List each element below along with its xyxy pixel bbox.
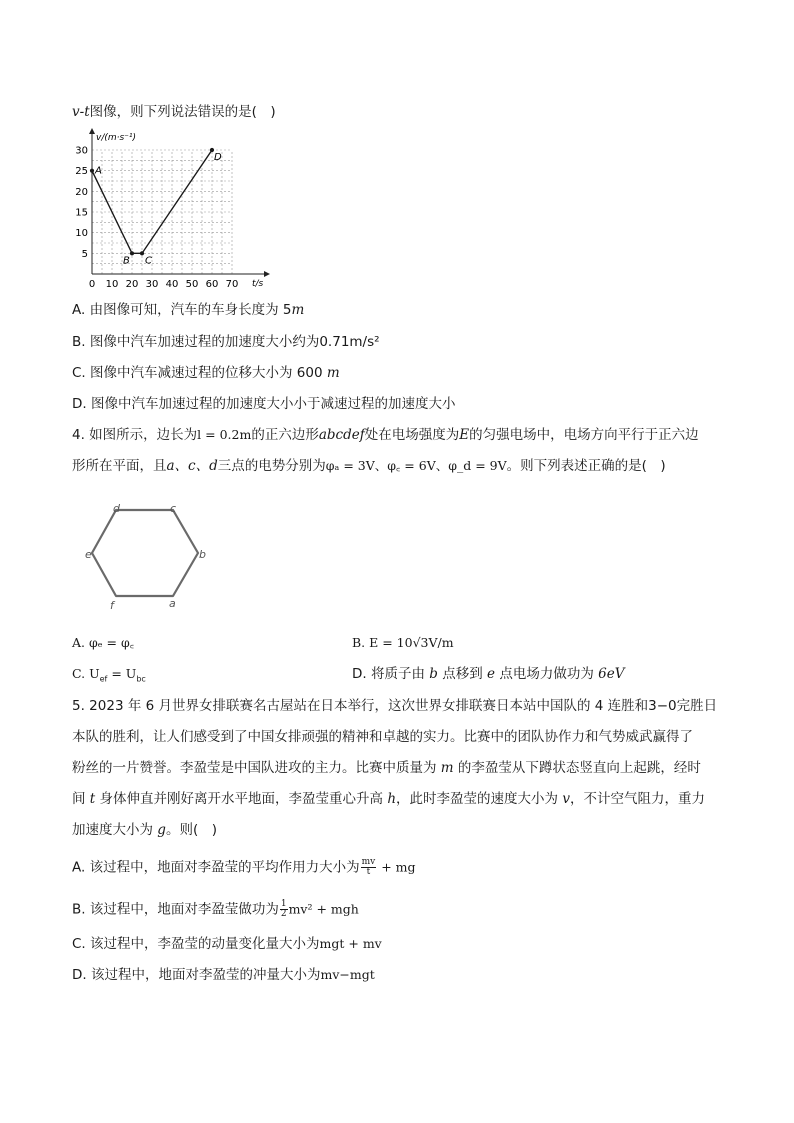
y-tick-label: 25 — [75, 166, 88, 178]
q4-stem-line2 — [72, 457, 666, 475]
q5-option-c — [72, 935, 382, 953]
graph-x-label: t/s — [252, 279, 264, 289]
data-point — [130, 251, 134, 255]
q4-text: 三点的电势分别为 — [217, 458, 326, 474]
q5-stem-line1: 5. 2023 年 6 月世界女排联赛名古屋站在日本举行，这次世界女排联赛日本站中国队的 4 连胜和3−0完胜日 — [72, 698, 718, 714]
x-tick-label: 0 — [88, 279, 96, 290]
q3-option-c-unit: m — [326, 365, 340, 381]
vt-graph — [72, 128, 272, 288]
fraction-denominator: t — [366, 867, 371, 877]
q4-field-symbol: E — [459, 427, 470, 443]
q4-option-d-text2: 点移到 — [437, 666, 488, 682]
q5-var-t: t — [89, 791, 96, 807]
q4-option-d-b: b — [429, 666, 438, 682]
x-tick-label: 50 — [185, 279, 199, 290]
data-point — [90, 169, 94, 173]
q4-option-d-e: e — [487, 666, 496, 682]
q5-option-d — [72, 966, 375, 984]
point-label: A — [95, 165, 102, 177]
q5-option-b-text: B. 该过程中，地面对李盈莹做功为 — [72, 901, 279, 918]
q5-var-m: m — [440, 760, 454, 776]
q4-hex-name: abcdef — [318, 427, 365, 443]
hex-label-f: f — [110, 599, 114, 612]
q4-option-b-sqrt: √3 — [412, 635, 429, 650]
fraction-numerator: mv — [361, 857, 376, 867]
y-tick-label: 20 — [75, 186, 88, 198]
x-tick-label: 40 — [165, 279, 179, 290]
q5-option-b-suffix: mv² + mgh — [288, 901, 359, 917]
q4-text: 4. 如图所示，边长为 — [72, 427, 198, 443]
graph-grid — [92, 150, 232, 274]
y-tick-label: 15 — [75, 207, 88, 219]
q4-text: 。则下列表述正确的是( ) — [506, 458, 666, 474]
x-tick-label: 20 — [125, 279, 139, 290]
q4-option-b-text: B. E = 10 — [352, 635, 413, 650]
x-tick-label: 30 — [145, 279, 159, 290]
q4-option-d — [352, 665, 624, 683]
q5-option-d-text: D. 该过程中，地面对李盈莹的冲量大小为 — [72, 967, 321, 983]
q4-option-c-mid: = U — [107, 666, 137, 681]
q3-stem-var: v-t — [72, 104, 90, 120]
q4-text: 的匀强电场中，电场方向平行于正六边 — [469, 427, 699, 443]
q3-option-c — [72, 364, 340, 382]
q5-stem-line2: 本队的胜利，让人们感受到了中国女排顽强的精神和卓越的实力。比赛中的团队协作力和气势威武赢得了 — [72, 729, 693, 745]
graph-point-labels — [94, 152, 222, 266]
q3-option-a — [72, 301, 304, 319]
q5-text: 加速度大小为 — [72, 822, 158, 838]
q4-option-b — [352, 634, 454, 652]
q4-text: 处在电场强度为 — [364, 427, 460, 443]
graph-axes — [89, 128, 270, 277]
q3-option-d: D. 图像中汽车加速过程的加速度大小小于减速过程的加速度大小 — [72, 396, 456, 412]
q5-text: 的李盈莹从下蹲状态竖直向上起跳，经时 — [453, 760, 701, 776]
graph-x-ticks — [89, 279, 239, 290]
q5-option-a-text: A. 该过程中，地面对李盈莹的平均作用力大小为 — [72, 859, 360, 876]
q4-option-c-sub2: bc — [136, 674, 146, 684]
q5-option-d-expr: mv−mgt — [320, 967, 375, 982]
q4-option-d-text: D. 将质子由 — [352, 666, 430, 682]
q5-stem-line3 — [72, 759, 701, 777]
y-tick-label: 30 — [75, 145, 88, 157]
q4-text: 的正六边形 — [251, 427, 319, 443]
q5-text: ，不计空气阻力，重力 — [569, 791, 705, 807]
q5-text: 间 — [72, 791, 90, 807]
graph-y-label: v/(m·s⁻¹) — [96, 133, 137, 143]
q5-option-b-fraction — [280, 900, 288, 919]
q3-option-a-text: A. 由图像可知，汽车的车身长度为 5 — [72, 302, 292, 318]
q5-stem-line5 — [72, 821, 217, 839]
q5-var-g: g — [157, 822, 166, 838]
q4-option-d-value: 6eV — [598, 666, 625, 682]
q3-option-b: B. 图像中汽车加速过程的加速度大小约为0.71m/s² — [72, 334, 380, 350]
q3-option-a-unit: m — [291, 302, 305, 318]
x-tick-label: 60 — [205, 279, 219, 290]
q5-text: 。则( ) — [165, 822, 217, 838]
hex-label-a: a — [169, 597, 176, 610]
q4-points: a、c、d — [166, 458, 218, 474]
y-tick-label: 5 — [81, 248, 88, 260]
q4-option-a-text: A. φₑ = φ꜀ — [72, 635, 135, 650]
fraction-denominator: 2 — [280, 909, 287, 919]
point-label: D — [214, 152, 222, 164]
x-tick-label: 10 — [105, 279, 119, 290]
y-tick-label: 10 — [75, 228, 88, 240]
graph-y-ticks — [75, 146, 88, 260]
q5-option-b — [72, 900, 359, 919]
q4-text: 形所在平面，且 — [72, 458, 167, 474]
q5-option-c-expr: mgt + mv — [319, 936, 382, 951]
x-tick-label: 70 — [225, 279, 239, 290]
q5-option-a-fraction — [361, 858, 377, 877]
q4-option-a — [72, 634, 134, 652]
q5-text: 粉丝的一片赞誉。李盈莹是中国队进攻的主力。比赛中质量为 — [72, 760, 441, 776]
point-label: B — [123, 255, 130, 267]
point-label: C — [145, 255, 152, 267]
hex-label-d: d — [113, 502, 120, 515]
q4-option-d-text3: 点电场力做功为 — [495, 666, 599, 682]
q4-option-c-sub1: ef — [99, 674, 108, 684]
q3-option-c-text: C. 图像中汽车减速过程的位移大小为 600 — [72, 365, 327, 381]
q5-text: ，此时李盈莹的速度大小为 — [396, 791, 563, 807]
fraction-numerator: 1 — [280, 899, 287, 909]
hex-label-b: b — [199, 548, 206, 561]
q5-option-a — [72, 858, 416, 877]
q5-option-a-suffix: + mg — [377, 859, 416, 875]
hexagon-diagram — [86, 503, 216, 613]
q5-var-v: v — [562, 791, 570, 807]
data-point — [140, 251, 144, 255]
q4-option-c — [72, 665, 146, 689]
q4-side-length: l = 0.2m — [197, 427, 252, 442]
q4-stem-line1 — [72, 426, 699, 444]
q3-stem-text: 图像，则下列说法错误的是( ) — [89, 104, 276, 120]
q4-potentials: φₐ = 3V、φ꜀ = 6V、φ_d = 9V — [325, 458, 507, 473]
q3-stem — [72, 103, 276, 121]
hex-label-c: c — [170, 502, 177, 515]
q5-stem-line4 — [72, 790, 705, 808]
q5-var-h: h — [387, 791, 397, 807]
q4-option-b-unit: V/m — [428, 635, 454, 650]
q4-option-c-text: C. U — [72, 666, 100, 681]
hex-label-e: e — [85, 548, 92, 561]
q5-option-c-text: C. 该过程中，李盈莹的动量变化量大小为 — [72, 936, 320, 952]
q5-text: 身体伸直并刚好离开水平地面，李盈莹重心升高 — [95, 791, 388, 807]
